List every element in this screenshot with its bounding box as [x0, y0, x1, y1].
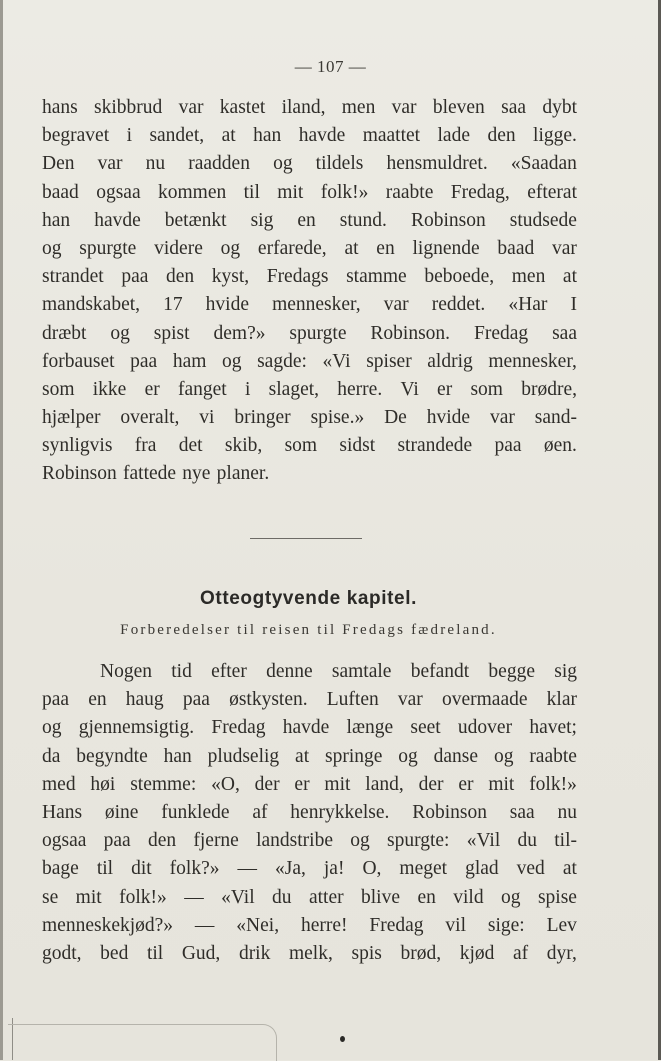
word: springe	[325, 745, 383, 767]
word: strandede	[397, 435, 473, 457]
word: folk!»	[119, 886, 167, 908]
word: «Vil	[466, 830, 501, 852]
word: planer.	[216, 463, 270, 485]
word: strandet	[42, 266, 104, 288]
word: dybt	[542, 97, 577, 118]
word: De	[384, 407, 407, 429]
word: Fredag	[211, 717, 266, 739]
word: haug	[125, 689, 164, 711]
word: saa	[552, 322, 577, 344]
word: O,	[362, 858, 382, 880]
word: Gud,	[181, 942, 221, 964]
word: spis	[351, 942, 382, 964]
text-line	[42, 94, 577, 122]
word: atter	[308, 886, 344, 908]
word: var	[552, 237, 577, 259]
word: denne	[266, 661, 313, 682]
chapter-title: Otteogtyvende kapitel.	[200, 588, 417, 609]
word: ham	[172, 350, 207, 372]
word: var	[97, 153, 123, 175]
word: sagde:	[257, 350, 307, 372]
word: en	[88, 689, 107, 711]
word: meget	[399, 858, 448, 880]
word: havde	[94, 209, 141, 231]
word: som	[42, 378, 75, 400]
word: skibbrud	[94, 97, 163, 118]
word: Robinson	[412, 801, 487, 823]
word: paa	[103, 830, 131, 852]
word: ikke	[92, 378, 127, 400]
word: og	[42, 237, 62, 259]
word: du	[272, 886, 292, 908]
page-fold-mark	[8, 1024, 277, 1061]
word: af	[513, 942, 529, 964]
word: baad	[42, 181, 79, 203]
word: havde	[282, 717, 330, 739]
word: paa	[130, 350, 158, 372]
text-line	[42, 291, 577, 319]
word: folk?»	[169, 858, 220, 880]
word: men	[511, 266, 546, 288]
word: var	[383, 294, 409, 316]
word: brød,	[400, 942, 442, 964]
paragraph-1	[42, 94, 577, 489]
word: reddet.	[431, 294, 486, 316]
word: ogsaa	[96, 181, 141, 203]
word: ligge.	[533, 125, 577, 147]
word: øine	[104, 801, 139, 823]
word: den	[147, 830, 177, 852]
section-divider	[250, 538, 362, 539]
word: spist	[153, 322, 190, 344]
paragraph-2	[42, 658, 577, 968]
text-line	[42, 179, 577, 207]
text-line	[42, 658, 577, 686]
word: men	[341, 97, 376, 118]
word: længe	[346, 717, 394, 739]
word: fanget	[178, 378, 227, 400]
word: Lev	[546, 914, 577, 936]
word: mit	[324, 773, 351, 795]
word: bage	[42, 858, 79, 880]
word: i	[244, 378, 251, 400]
word: se	[42, 886, 59, 908]
word: henrykkelse.	[290, 801, 390, 823]
word: hvide	[426, 407, 471, 429]
word: paa	[182, 689, 210, 711]
word: dit	[131, 858, 152, 880]
word: gjennemsigtig.	[78, 717, 195, 739]
word: Robinson	[410, 209, 486, 231]
word: var	[178, 97, 204, 118]
word: vild	[453, 886, 484, 908]
word: begge	[488, 661, 535, 682]
word: da	[42, 745, 61, 767]
word: studsede	[509, 209, 577, 231]
word: folk!»	[320, 181, 369, 203]
word: mennesker,	[272, 294, 361, 316]
word: og	[220, 237, 241, 259]
word: begravet	[42, 125, 110, 147]
word: aldrig	[427, 350, 473, 372]
word: kjød	[459, 942, 495, 964]
word: spurgte	[289, 322, 347, 344]
word: folk!»	[529, 773, 577, 795]
word: vil	[445, 914, 466, 936]
word: høi	[90, 773, 116, 795]
word: sandet,	[149, 125, 205, 147]
word: kommen	[158, 181, 227, 203]
word: saa	[501, 97, 527, 118]
word: du	[517, 830, 537, 852]
word: godt,	[42, 942, 82, 964]
word: paa	[42, 689, 70, 711]
text-line	[42, 263, 577, 291]
word: forbauset	[42, 350, 115, 372]
word: «Vi	[322, 350, 351, 372]
word: stamme	[346, 266, 407, 288]
word: til	[146, 942, 164, 964]
text-line	[42, 743, 577, 771]
word: spise	[537, 886, 577, 908]
word: og	[501, 886, 521, 908]
word: kyst,	[211, 266, 250, 288]
word: der	[254, 773, 280, 795]
page-number: — 107 —	[294, 57, 367, 76]
word: samtale	[331, 661, 392, 682]
word: betænkt	[164, 209, 227, 231]
word: «Vil	[221, 886, 255, 908]
word: hensmuldret.	[386, 153, 488, 175]
word: var	[489, 407, 515, 429]
word: «Har	[508, 294, 548, 316]
word: fra	[134, 435, 157, 457]
word: herre.	[337, 378, 383, 400]
text-line	[42, 235, 577, 263]
word: land,	[365, 773, 404, 795]
word: baad	[497, 237, 535, 259]
text-line	[42, 799, 577, 827]
text-line	[42, 150, 577, 178]
text-line	[42, 432, 577, 460]
word: øen.	[543, 435, 577, 457]
text-line	[42, 714, 577, 742]
word: dyr,	[546, 942, 577, 964]
word: og	[42, 717, 62, 739]
word: af	[252, 801, 268, 823]
word: efter	[211, 661, 247, 682]
word: raadden	[188, 153, 250, 175]
word: til	[96, 858, 114, 880]
word: paa	[494, 435, 522, 457]
word: raabte	[385, 181, 434, 203]
text-line	[42, 686, 577, 714]
word: en	[376, 237, 395, 259]
word: funklede	[161, 801, 230, 823]
word: spurgte:	[387, 830, 450, 852]
word: Robinson.	[370, 322, 451, 344]
chapter-subtitle: Forberedelser til reisen til Fredags fædreland.	[120, 622, 497, 638]
word: den	[487, 125, 516, 147]
word: fjerne	[193, 830, 239, 852]
word: at	[562, 858, 577, 880]
word: havet;	[529, 717, 577, 739]
word: han	[163, 745, 192, 767]
word: er	[144, 378, 160, 400]
word: bleven	[432, 97, 485, 118]
word: dem?»	[213, 322, 266, 344]
word: er	[294, 773, 310, 795]
word: det	[178, 435, 203, 457]
word: —	[237, 858, 257, 880]
word: menneskekjød?»	[42, 914, 174, 936]
word: landstribe	[256, 830, 333, 852]
word: —	[194, 914, 215, 936]
word: hjælper	[42, 407, 101, 429]
word: ja!	[323, 858, 345, 880]
word: en	[297, 209, 316, 231]
word: nu	[145, 153, 166, 175]
word: nu	[557, 801, 577, 823]
word: spise.»	[310, 407, 365, 429]
word: havde	[298, 125, 346, 147]
text-line	[42, 771, 577, 799]
word: videre	[154, 237, 203, 259]
word: synligvis	[42, 435, 113, 457]
word: Hans	[42, 801, 83, 823]
word: han	[253, 125, 282, 147]
word: sige:	[487, 914, 525, 936]
word: slaget,	[268, 378, 320, 400]
text-line	[42, 940, 577, 968]
word: Luften	[326, 689, 379, 711]
word: en	[417, 886, 436, 908]
word: hans	[42, 97, 78, 118]
word: med	[42, 773, 76, 795]
word: som	[470, 378, 503, 400]
word: skib,	[224, 435, 263, 457]
word: ved	[516, 858, 545, 880]
word: spiser	[366, 350, 412, 372]
word: at	[344, 237, 359, 259]
text-line	[42, 827, 577, 855]
word: til-	[554, 830, 577, 852]
word: glad	[465, 858, 499, 880]
word: «Saadan	[510, 153, 577, 175]
word: Fredag,	[450, 181, 510, 203]
word: sig	[250, 209, 274, 231]
word: sidst	[339, 435, 376, 457]
word: var	[391, 97, 417, 118]
word: den	[165, 266, 195, 288]
word: der	[418, 773, 444, 795]
word: Fredags	[266, 266, 329, 288]
text-line	[42, 348, 577, 376]
text-line	[42, 404, 577, 432]
word: «O,	[211, 773, 240, 795]
word: Fredag	[474, 322, 529, 344]
word: bringer	[234, 407, 291, 429]
word: han	[42, 209, 71, 231]
word: og	[221, 350, 242, 372]
text-line	[42, 884, 577, 912]
word: at	[221, 125, 236, 147]
word: Fredag	[369, 914, 424, 936]
word: spurgte	[79, 237, 137, 259]
word: i	[126, 125, 132, 147]
word: klar	[546, 689, 577, 711]
word: begyndte	[76, 745, 148, 767]
word: tildels	[315, 153, 364, 175]
text-line	[42, 460, 577, 488]
word: 17	[163, 294, 183, 316]
word: overmaade	[441, 689, 528, 711]
word: kastet	[219, 97, 266, 118]
word: østkysten.	[229, 689, 308, 711]
word: og	[350, 830, 370, 852]
word: brødre,	[521, 378, 577, 400]
word: paa	[121, 266, 149, 288]
word: udover	[457, 717, 513, 739]
word: Robinson	[42, 463, 117, 485]
word: lade	[437, 125, 470, 147]
word: mit	[75, 886, 102, 908]
word: lignende	[412, 237, 480, 259]
word: og	[493, 745, 514, 767]
word: mandskabet,	[42, 294, 141, 316]
text-line	[42, 376, 577, 404]
word: som	[284, 435, 318, 457]
text-line	[42, 122, 577, 150]
word: beboede,	[424, 266, 495, 288]
text-line	[42, 207, 577, 235]
word: tid	[171, 661, 192, 682]
text-line	[42, 855, 577, 883]
word: bed	[100, 942, 129, 964]
word: drik	[238, 942, 271, 964]
word: og	[398, 745, 418, 767]
word: til	[243, 181, 260, 203]
word: erfarede,	[257, 237, 327, 259]
word: Nogen	[100, 661, 152, 682]
word: er	[437, 378, 453, 400]
word: blive	[361, 886, 401, 908]
word: vi	[199, 407, 215, 429]
word: danse	[433, 745, 479, 767]
text-line	[42, 912, 577, 940]
word: efterat	[527, 181, 577, 203]
word: raabte	[529, 745, 577, 767]
word: «Ja,	[275, 858, 306, 880]
word: var	[397, 689, 423, 711]
word: iland,	[281, 97, 326, 118]
word: «Nei,	[236, 914, 280, 936]
page-left-edge	[0, 0, 3, 1060]
word: melk,	[288, 942, 333, 964]
text-line	[42, 320, 577, 348]
word: maattet	[362, 125, 421, 147]
word: mennesker,	[488, 350, 577, 372]
word: pludselig	[207, 745, 280, 767]
word: Vi	[400, 378, 419, 400]
ink-dot	[340, 1036, 345, 1042]
word: stund.	[339, 209, 387, 231]
word: herre!	[300, 914, 348, 936]
word: at	[562, 266, 577, 288]
word: hvide	[205, 294, 249, 316]
word: at	[295, 745, 310, 767]
word: sig	[554, 661, 577, 682]
word: sand-	[534, 407, 577, 429]
word: saa	[509, 801, 535, 823]
word: —	[184, 886, 204, 908]
word: Den	[42, 153, 75, 175]
word: fattede	[123, 463, 177, 485]
word: befandt	[410, 661, 470, 682]
word: er	[458, 773, 474, 795]
word: ogsaa	[42, 830, 87, 852]
word: mit	[488, 773, 515, 795]
word: og	[273, 153, 293, 175]
word: stemme:	[130, 773, 197, 795]
word: og	[110, 322, 130, 344]
word: I	[570, 294, 577, 316]
word: seet	[410, 717, 441, 739]
word: nye	[182, 463, 211, 485]
word: overalt,	[120, 407, 180, 429]
word: dræbt	[42, 322, 87, 344]
word: mit	[277, 181, 304, 203]
